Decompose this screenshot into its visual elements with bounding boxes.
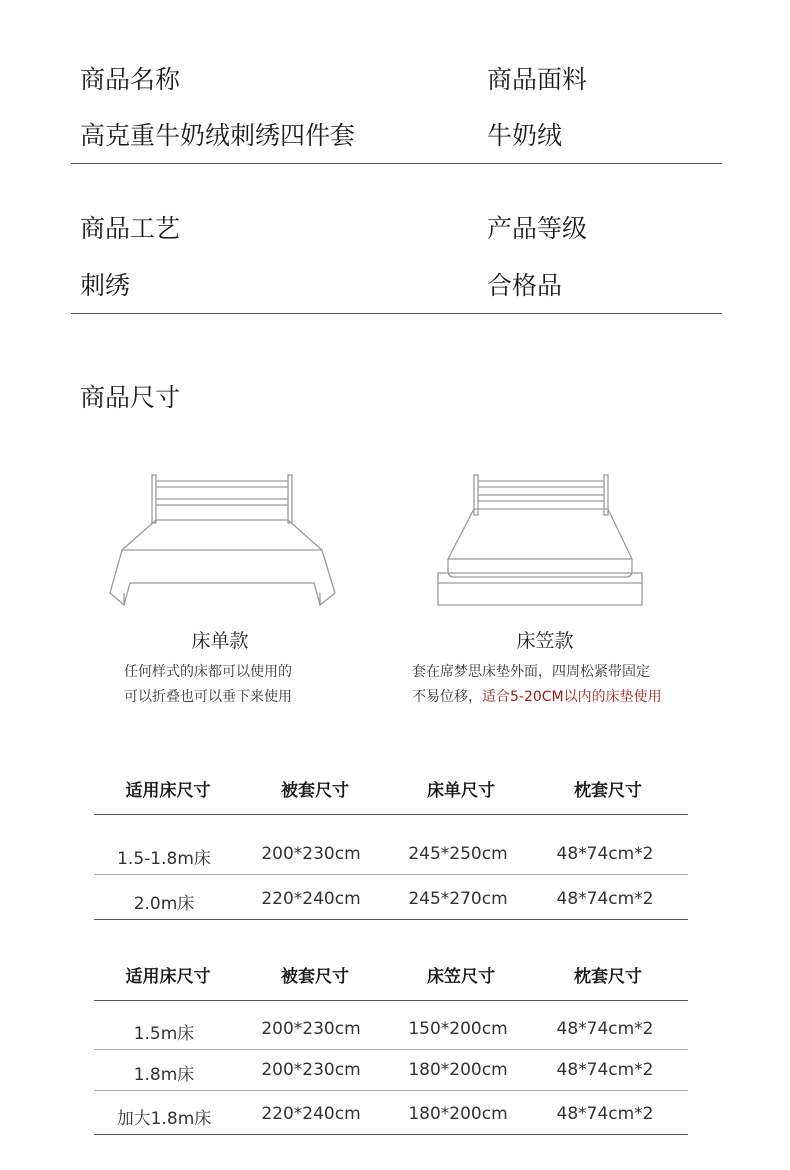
table-header: 被套尺寸 [281,967,349,987]
table-cell: 1.8m床 [133,1065,195,1085]
info-label-fabric: 商品面料 [487,65,588,94]
table-cell: 245*250cm [408,844,508,864]
bed-type-flat-desc-1: 任何样式的床都可以使用的 [124,664,292,680]
bed-type-fitted-desc-2 [412,685,662,710]
table-header: 枕套尺寸 [574,781,642,801]
info-label-grade: 产品等级 [487,214,588,243]
table-rule [94,1090,688,1091]
table-rule [94,1000,688,1001]
info-value-fabric: 牛奶绒 [487,121,563,150]
table-cell: 180*200cm [408,1104,508,1124]
table-cell: 220*240cm [261,1104,361,1124]
table-rule [94,919,688,920]
table-header: 适用床尺寸 [125,781,211,801]
table-cell: 245*270cm [408,889,508,909]
table-cell: 200*230cm [261,1060,361,1080]
table-cell: 150*200cm [408,1019,508,1039]
table-cell: 48*74cm*2 [556,1019,654,1039]
bed-type-fitted-desc-1: 套在席梦思床垫外面，四周松紧带固定 [412,664,650,680]
table-rule [94,1049,688,1050]
table-cell: 1.5-1.8m床 [117,849,211,869]
info-value-craft: 刺绣 [80,271,131,300]
flat-sheet-bed-icon [100,465,345,615]
table-header: 床笠尺寸 [427,967,495,987]
table-header: 枕套尺寸 [574,967,642,987]
table-rule [94,874,688,875]
table-header: 被套尺寸 [281,781,349,801]
table-cell: 220*240cm [261,889,361,909]
desc-highlight: 适合5-20CM以内的床垫使用 [482,689,662,705]
fitted-sheet-bed-icon [430,465,650,615]
info-value-grade: 合格品 [487,271,563,300]
table-cell: 200*230cm [261,844,361,864]
info-value-name: 高克重牛奶绒刺绣四件套 [80,121,356,150]
table-rule [94,814,688,815]
table-header: 床单尺寸 [427,781,495,801]
bed-type-flat-title: 床单款 [191,630,249,652]
table-rule [94,1134,688,1135]
divider [71,163,722,164]
desc-text: 不易位移， [412,689,482,705]
table-cell: 48*74cm*2 [556,889,654,909]
table-cell: 48*74cm*2 [556,1060,654,1080]
table-cell: 48*74cm*2 [556,844,654,864]
table-cell: 1.5m床 [133,1024,195,1044]
table-header: 适用床尺寸 [125,967,211,987]
bed-type-fitted-title: 床笠款 [516,630,574,652]
info-label-craft: 商品工艺 [80,214,181,243]
table-cell: 2.0m床 [133,894,195,914]
table-cell: 48*74cm*2 [556,1104,654,1124]
divider [71,313,722,314]
bed-type-flat-desc-2: 可以折叠也可以垂下来使用 [124,689,292,705]
table-cell: 200*230cm [261,1019,361,1039]
table-cell: 加大1.8m床 [116,1109,212,1129]
section-title-size: 商品尺寸 [80,383,181,412]
info-label-name: 商品名称 [80,65,181,94]
table-cell: 180*200cm [408,1060,508,1080]
